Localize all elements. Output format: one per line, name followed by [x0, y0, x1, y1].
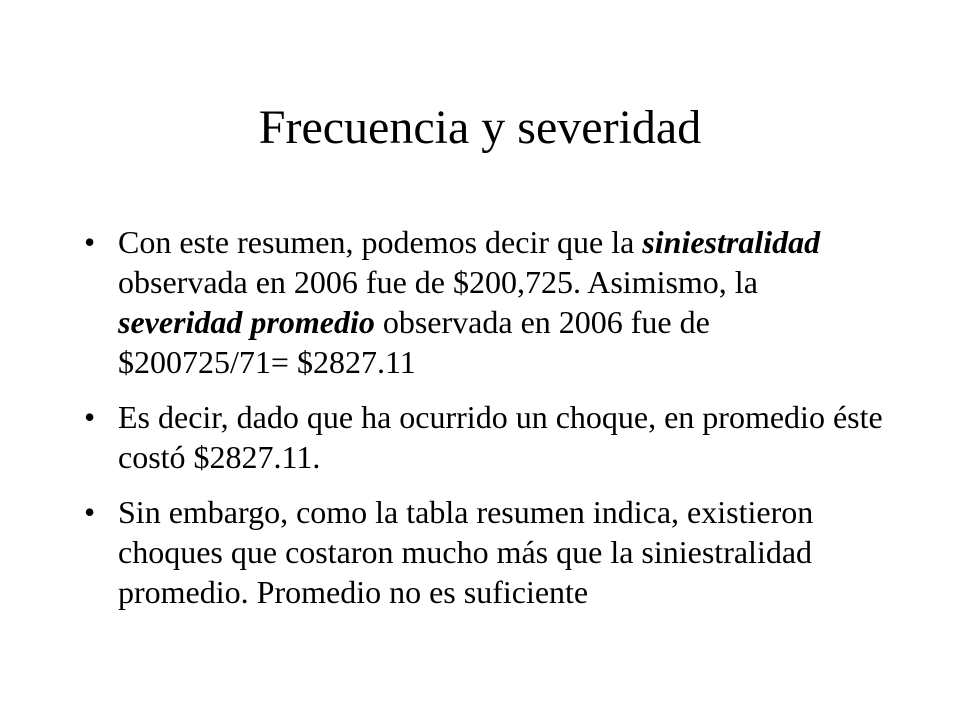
bullet-text-part: observada en 2006 fue de $200725/71= $2827.11 [118, 304, 710, 380]
bullet-marker: • [84, 224, 96, 260]
bullet-marker: • [84, 399, 96, 435]
bullet-text-part: observada en 2006 fue de $200,725. Asimismo, la [118, 264, 758, 300]
bullet-text-part: Con este resumen, podemos decir que la [118, 224, 643, 260]
bullet-item-promedio [84, 492, 884, 612]
bullet-text: Sin embargo, como la tabla resumen indica, existieron choques que costaron mucho más que la siniestralidad promedio. Promedio no es suficiente [118, 494, 814, 610]
slide-title: Frecuencia y severidad [258, 101, 702, 154]
bullet-text: Es decir, dado que ha ocurrido un choque, en promedio éste costó $2827.11. [118, 399, 883, 475]
bullet-marker: • [84, 494, 96, 530]
emphasis-severidad-promedio: severidad promedio [118, 304, 375, 340]
emphasis-siniestralidad: siniestralidad [642, 224, 821, 260]
bullet-item-choque [84, 397, 884, 477]
bullet-item-siniestralidad [84, 222, 884, 382]
bullet-list [84, 222, 884, 627]
